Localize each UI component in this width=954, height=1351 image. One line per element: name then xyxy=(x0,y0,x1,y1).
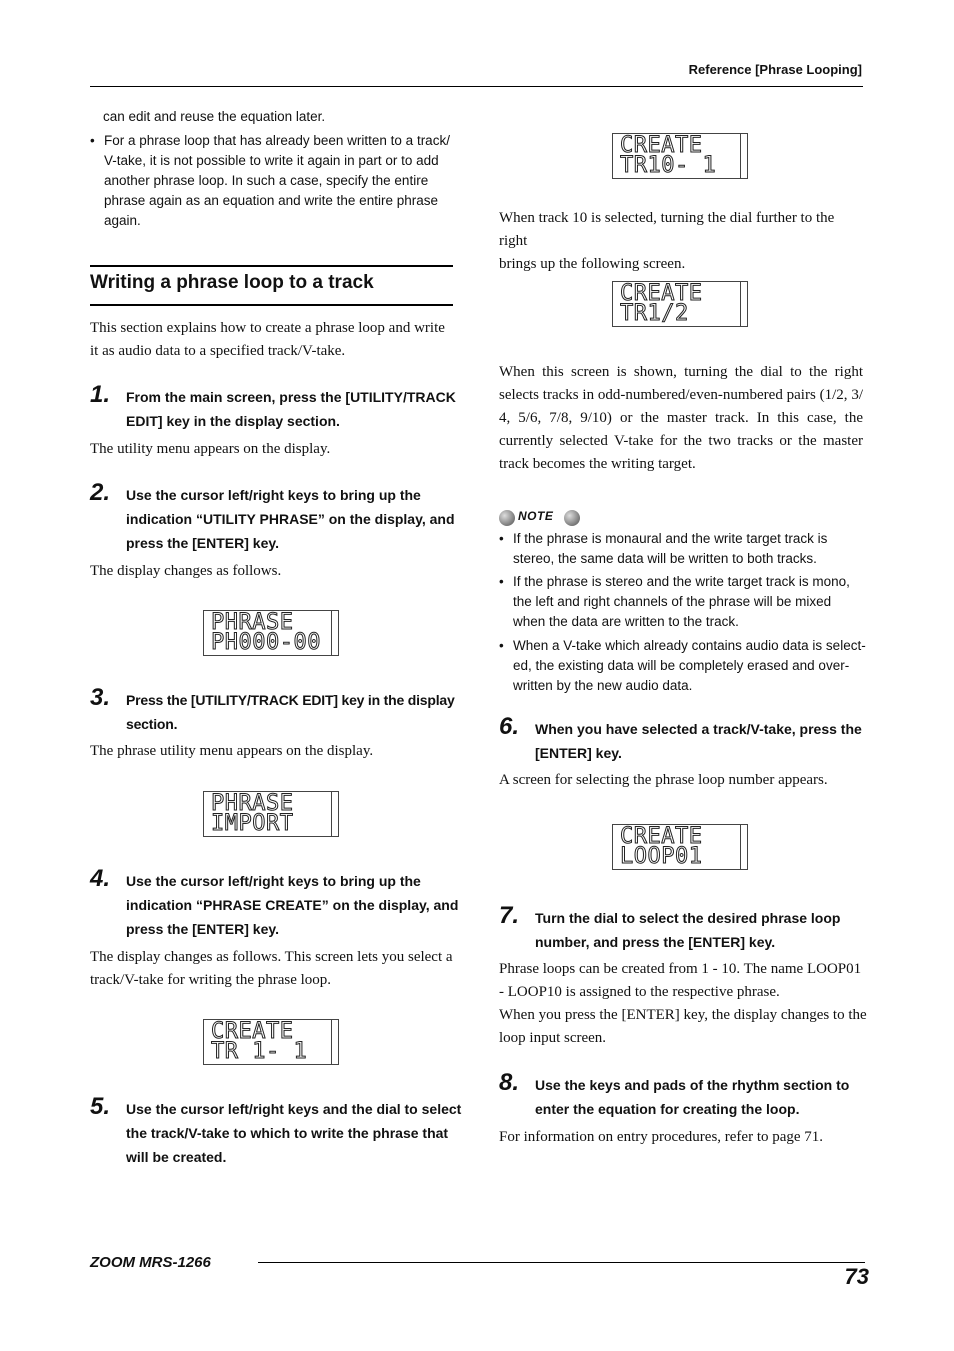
text-line: selects tracks in odd-numbered/even-numbered pairs (1/2, 3/ xyxy=(499,387,863,403)
step-result: A screen for selecting the phrase loop number appears. xyxy=(499,772,828,788)
step-result: For information on entry procedures, refer to page 71. xyxy=(499,1129,824,1145)
step-result: The display changes as follows. xyxy=(90,563,282,579)
step-instruction xyxy=(535,906,840,954)
text-line: the left and right channels of the phrase will be mixed xyxy=(513,594,832,609)
text-line: When a V-take which already contains audio data is select- xyxy=(513,638,866,653)
text-line: track becomes the writing target. xyxy=(499,456,696,472)
section-title: Writing a phrase loop to a track xyxy=(90,272,374,293)
step-number: 1. xyxy=(90,381,111,408)
step-result: The utility menu appears on the display. xyxy=(90,441,331,457)
lcd-line: TR10- 1 xyxy=(620,153,717,178)
step-number: 6. xyxy=(499,713,520,740)
step-instruction xyxy=(126,1097,461,1169)
text-line: Press the [UTILITY/TRACK EDIT] key in the display xyxy=(126,692,455,708)
text-line: brings up the following screen. xyxy=(499,256,686,272)
text-line: phrase again as an equation and write the entire phrase xyxy=(104,193,438,208)
lcd-line: CREATE xyxy=(620,824,703,849)
note-item xyxy=(499,572,869,632)
step-instruction xyxy=(126,688,455,736)
text-line: stereo, the same data will be written to both tracks. xyxy=(513,551,817,566)
text-line: Use the cursor left/right keys and the dial to select xyxy=(126,1101,462,1117)
text-line: When this screen is shown, turning the dial to the right xyxy=(499,364,863,380)
lcd-line: TR 1- 1 xyxy=(211,1039,308,1064)
text-line: If the phrase is stereo and the write target track is mono, xyxy=(513,574,850,589)
page-number: 73 xyxy=(844,1264,869,1289)
lcd-divider xyxy=(740,824,741,870)
text-line: EDIT] key in the display section. xyxy=(126,413,340,429)
bullet-dot: • xyxy=(499,531,504,546)
lcd-divider xyxy=(331,1019,332,1065)
text-line: Use the cursor left/right keys to bring up the xyxy=(126,873,421,889)
step-instruction xyxy=(535,1073,849,1121)
bullet-dot: • xyxy=(499,574,504,589)
footer-rule xyxy=(258,1262,865,1263)
text-line: Use the keys and pads of the rhythm section to xyxy=(535,1077,850,1093)
lcd-display-create-loop xyxy=(612,824,748,870)
section-rule-bottom xyxy=(90,304,453,306)
text-line: number, and press the [ENTER] key. xyxy=(535,934,776,950)
lcd-line: TR1/2 xyxy=(620,301,689,326)
note-badge xyxy=(499,509,583,527)
text-line: From the main screen, press the [UTILITY/TRACK xyxy=(126,389,456,405)
text-line: the track/V-take to which to write the phrase that xyxy=(126,1125,449,1141)
text-line: press the [ENTER] key. xyxy=(126,535,280,551)
note-ball-icon xyxy=(564,510,580,526)
text-line: When track 10 is selected, turning the dial further to the right xyxy=(499,210,835,249)
step-result xyxy=(90,946,458,992)
text-line: another phrase loop. In such a case, specify the entire xyxy=(104,173,429,188)
step-instruction xyxy=(126,483,455,555)
step-number: 8. xyxy=(499,1069,520,1096)
lcd-line: CREATE xyxy=(211,1019,294,1044)
text-line: loop input screen. xyxy=(499,1030,607,1046)
text-line: press the [ENTER] key. xyxy=(126,921,280,937)
text-line: - LOOP10 is assigned to the respective phrase. xyxy=(499,984,780,1000)
step-instruction xyxy=(126,385,456,433)
lcd-line: PHRASE xyxy=(211,791,294,816)
note-label: NOTE xyxy=(518,509,554,523)
text-line: For a phrase loop that has already been written to a track/ xyxy=(104,133,450,148)
text-line: Phrase loops can be created from 1 - 10. The name LOOP01 xyxy=(499,961,862,977)
text-line: The display changes as follows. This screen lets you select a xyxy=(90,949,453,965)
lcd-line: IMPORT xyxy=(211,811,294,836)
text-line: When you have selected a track/V-take, press the xyxy=(535,721,862,737)
step-instruction xyxy=(535,717,862,765)
step-number: 7. xyxy=(499,902,520,929)
text-line: will be created. xyxy=(126,1149,227,1165)
step-number: 4. xyxy=(90,865,111,892)
lcd-divider xyxy=(331,610,332,656)
paragraph-track-pairs xyxy=(499,361,863,476)
lcd-line: LOOP01 xyxy=(620,844,703,869)
lcd-display-create-tr1 xyxy=(203,1019,339,1065)
section-intro xyxy=(90,317,456,363)
lcd-display-phrase-ph xyxy=(203,610,339,656)
lcd-display-create-tr10 xyxy=(612,133,748,179)
text-line: again. xyxy=(104,213,141,228)
text-line: it as audio data to a specified track/V-take. xyxy=(90,343,346,359)
lcd-divider xyxy=(740,281,741,327)
text-line: 4, 5/6, 7/8, 9/10) or the master track. In this case, the xyxy=(499,410,863,426)
lcd-divider xyxy=(740,133,741,179)
text-line: When you press the [ENTER] key, the display changes to the xyxy=(499,1007,867,1023)
text-line: currently selected V-take for the two tracks or the master xyxy=(499,433,863,449)
header-rule xyxy=(90,86,863,87)
note-ball-icon xyxy=(499,510,515,526)
note-item xyxy=(499,529,869,569)
step-number: 5. xyxy=(90,1093,111,1120)
bullet-continuation: can edit and reuse the equation later. xyxy=(103,109,326,124)
bullet-dot: • xyxy=(90,133,95,148)
text-line: If the phrase is monaural and the write target track is xyxy=(513,531,828,546)
lcd-display-phrase-import xyxy=(203,791,339,837)
lcd-display-create-tr12 xyxy=(612,281,748,327)
section-rule-top xyxy=(90,265,453,267)
lcd-divider xyxy=(331,791,332,837)
step-result: The phrase utility menu appears on the display. xyxy=(90,743,374,759)
footer-brand: ZOOM MRS-1266 xyxy=(90,1254,211,1271)
lcd-line: CREATE xyxy=(620,133,703,158)
text-line: This section explains how to create a phrase loop and write xyxy=(90,320,445,336)
text-line: written by the new audio data. xyxy=(513,678,693,693)
intro-bullet xyxy=(90,131,460,231)
step-instruction xyxy=(126,869,458,941)
text-line: section. xyxy=(126,716,178,732)
text-line: [ENTER] key. xyxy=(535,745,622,761)
note-item xyxy=(499,636,869,696)
text-line: track/V-take for writing the phrase loop. xyxy=(90,972,332,988)
step-number: 2. xyxy=(90,479,111,506)
text-line: Use the cursor left/right keys to bring up the xyxy=(126,487,421,503)
text-line: ed, the existing data will be completely erased and over- xyxy=(513,658,850,673)
bullet-dot: • xyxy=(499,638,504,653)
text-line: V-take, it is not possible to write it again in part or to add xyxy=(104,153,439,168)
text-line: indication “PHRASE CREATE” on the display, and xyxy=(126,897,459,913)
running-header: Reference [Phrase Looping] xyxy=(688,62,862,77)
paragraph-track10 xyxy=(499,207,865,276)
lcd-line: PHRASE xyxy=(211,610,294,635)
text-line: enter the equation for creating the loop. xyxy=(535,1101,800,1117)
step-result xyxy=(499,958,867,1050)
lcd-line: CREATE xyxy=(620,281,703,306)
lcd-line: PH000-00 xyxy=(211,630,321,655)
text-line: Turn the dial to select the desired phrase loop xyxy=(535,910,841,926)
text-line: indication “UTILITY PHRASE” on the display, and xyxy=(126,511,455,527)
step-number: 3. xyxy=(90,684,111,711)
text-line: when the data are written to the track. xyxy=(513,614,739,629)
